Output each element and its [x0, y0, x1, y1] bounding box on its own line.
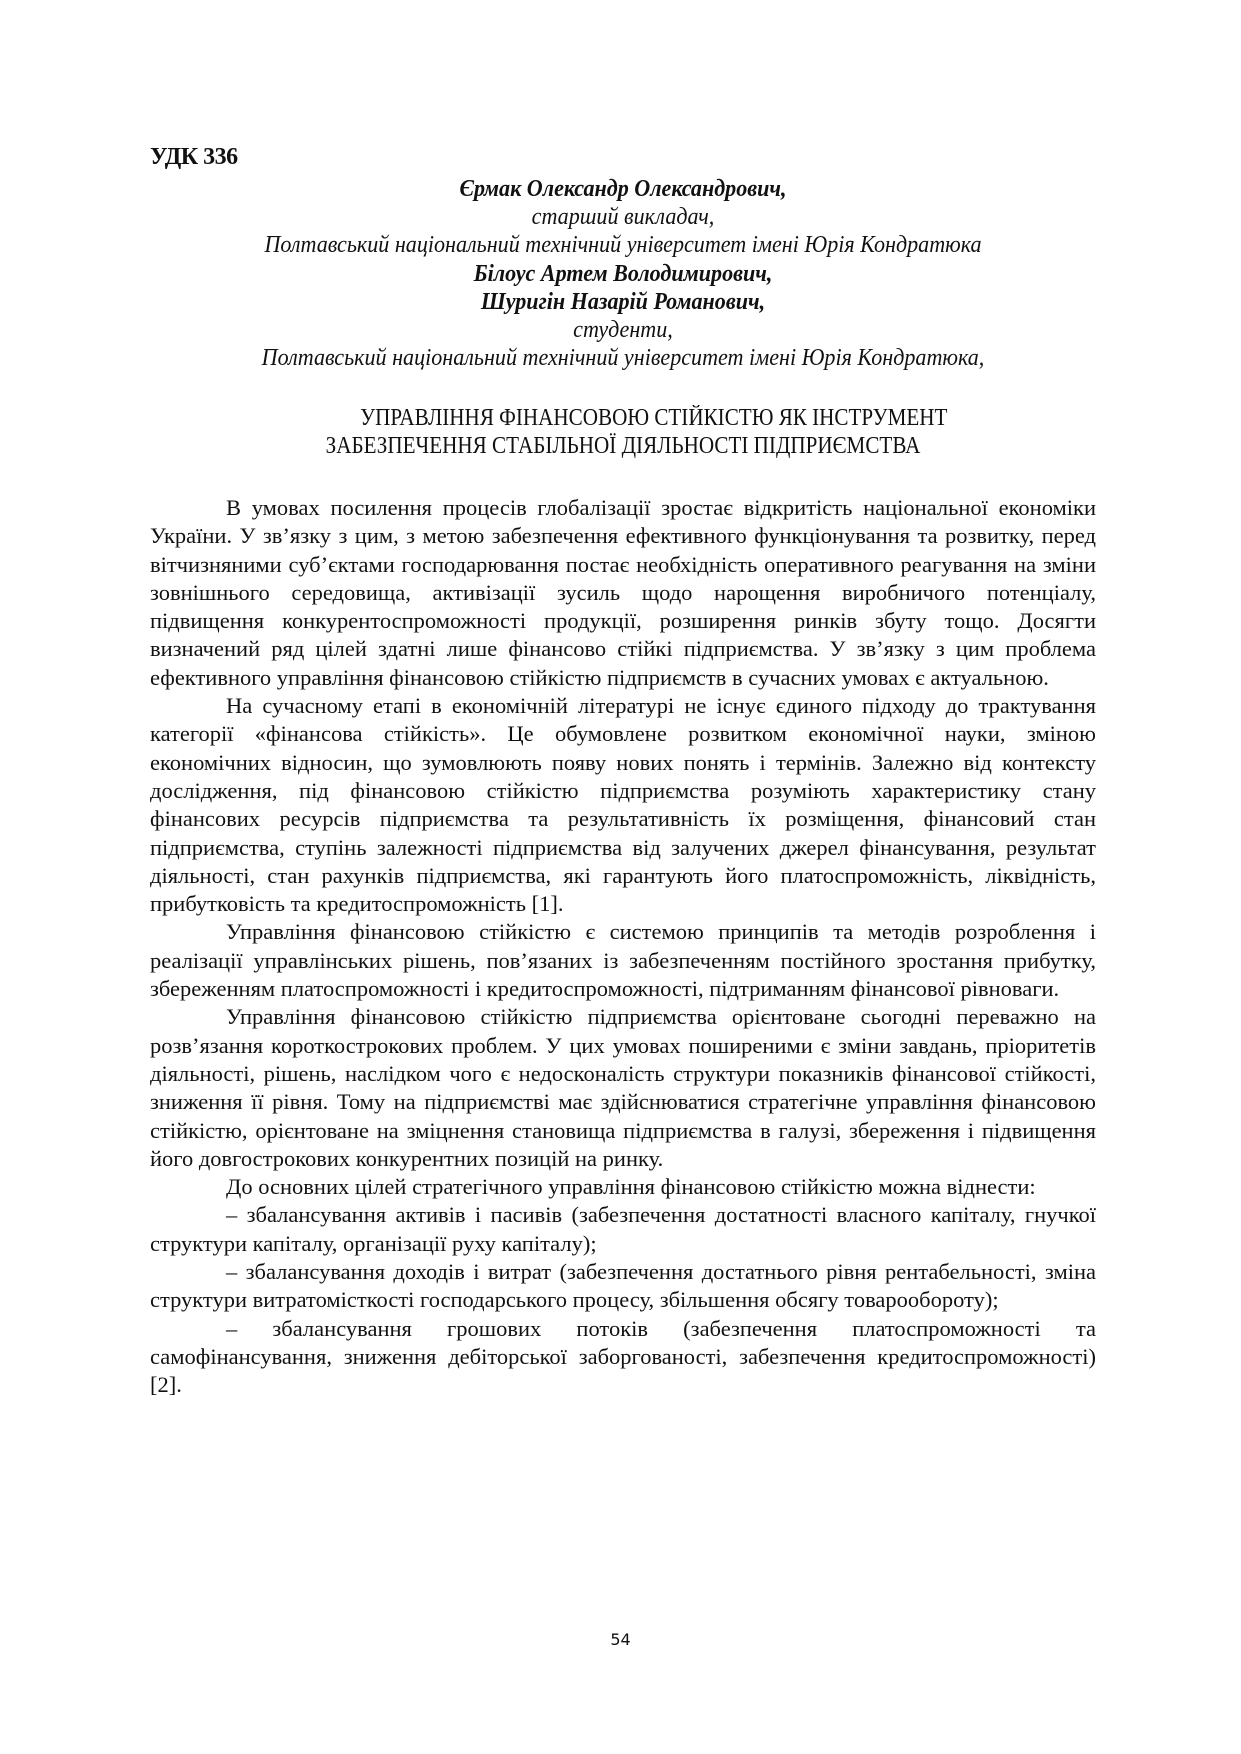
list-item: – збалансування активів і пасивів (забезпечення достатності власного капіталу, гнучкої структури капіталу, організації руху капіталу); — [150, 1202, 1096, 1256]
paper-title — [207, 404, 1039, 460]
author-name-3: Шуригін Назарій Романович, — [480, 288, 766, 315]
paragraph: В умовах посилення процесів глобалізації зростає відкритість національної економіки України. У зв’язку з цим, з метою забезпечення ефективного функціонування та розвитку, перед вітчизняними суб’єктами господарювання постає необхідність оперативного реагування на зміни зовнішнього середовища, активізації зусиль щодо нарощення виробничого потенціалу, підвищення конкурентоспроможності продукції, розширення ринків збуту тощо. Досягти визначений ряд цілей здатні лише фінансово стійкі підприємства. У зв’язку з цим проблема ефективного управління фінансовою стійкістю підприємств в сучасних умовах є актуальною. — [150, 495, 1096, 690]
list-item: – збалансування грошових потоків (забезпечення платоспроможності та самофінансування, зниження дебіторської заборгованості, забезпечення кредитоспроможності) [2]. — [150, 1315, 1096, 1398]
author-position-1: старший викладач, — [531, 204, 715, 231]
paragraph: До основних цілей стратегічного управління фінансовою стійкістю можна віднести: — [226, 1174, 1036, 1200]
author-affiliation-1: Полтавський національний технічний університет імені Юрія Кондратюка — [264, 232, 982, 259]
students-position: студенти, — [573, 317, 673, 344]
udc-code: УДК 336 — [150, 144, 238, 170]
body-text — [150, 494, 1096, 1400]
author-name-2: Білоус Артем Володимирович, — [473, 260, 773, 287]
paragraph: На сучасному етапі в економічній літературі не існує єдиного підходу до трактування категорії «фінансова стійкість». Це обумовлене розвитком економічної науки, зміною економічних відносин, що зумовлюють появу нових понять і термінів. Залежно від контексту дослідження, під фінансовою стійкістю підприємства розуміють характеристику стану фінансових ресурсів підприємства та результативність їх розміщення, фінансовий стан підприємства, ступінь залежності підприємства від залучених джерел фінансування, результат діяльності, стан рахунків підприємства, які гарантують його платоспроможність, ліквідність, прибутковість та кредитоспроможність [1]. — [150, 693, 1096, 917]
title-line-1: УПРАВЛІННЯ ФІНАНСОВОЮ СТІЙКІСТЮ ЯК ІНСТРУМЕНТ — [360, 405, 948, 431]
paragraph: Управління фінансовою стійкістю є системою принципів та методів розроблення і реалізації управлінських рішень, пов’язаних із забезпеченням постійного зростання прибутку, збереженням платоспроможності і кредитоспроможності, підтриманням фінансової рівноваги. — [150, 919, 1096, 1002]
list-item: – збалансування доходів і витрат (забезпечення достатнього рівня рентабельності, зміна структури витратомісткості господарського процесу, збільшення обсягу товарообороту); — [150, 1259, 1096, 1313]
title-line-2: ЗАБЕЗПЕЧЕННЯ СТАБІЛЬНОЇ ДІЯЛЬНОСТІ ПІДПРИЄМСТВА — [325, 433, 921, 459]
page-number: 54 — [610, 1630, 631, 1649]
author-block — [188, 175, 1058, 372]
author-name-1: Єрмак Олександр Олександрович, — [459, 176, 787, 202]
students-affiliation: Полтавський національний технічний університет імені Юрія Кондратюка, — [261, 345, 985, 372]
paragraph: Управління фінансовою стійкістю підприємства орієнтоване сьогодні переважно на розв’язання короткострокових проблем. У цих умовах поширеними є зміни завдань, пріоритетів діяльності, рішень, наслідком чого є недосконалість структури показників фінансової стійкості, зниження її рівня. Тому на підприємстві має здійснюватися стратегічне управління фінансовою стійкістю, орієнтоване на зміцнення становища підприємства в галузі, збереження і підвищення його довгострокових конкурентних позицій на ринку. — [150, 1004, 1096, 1171]
